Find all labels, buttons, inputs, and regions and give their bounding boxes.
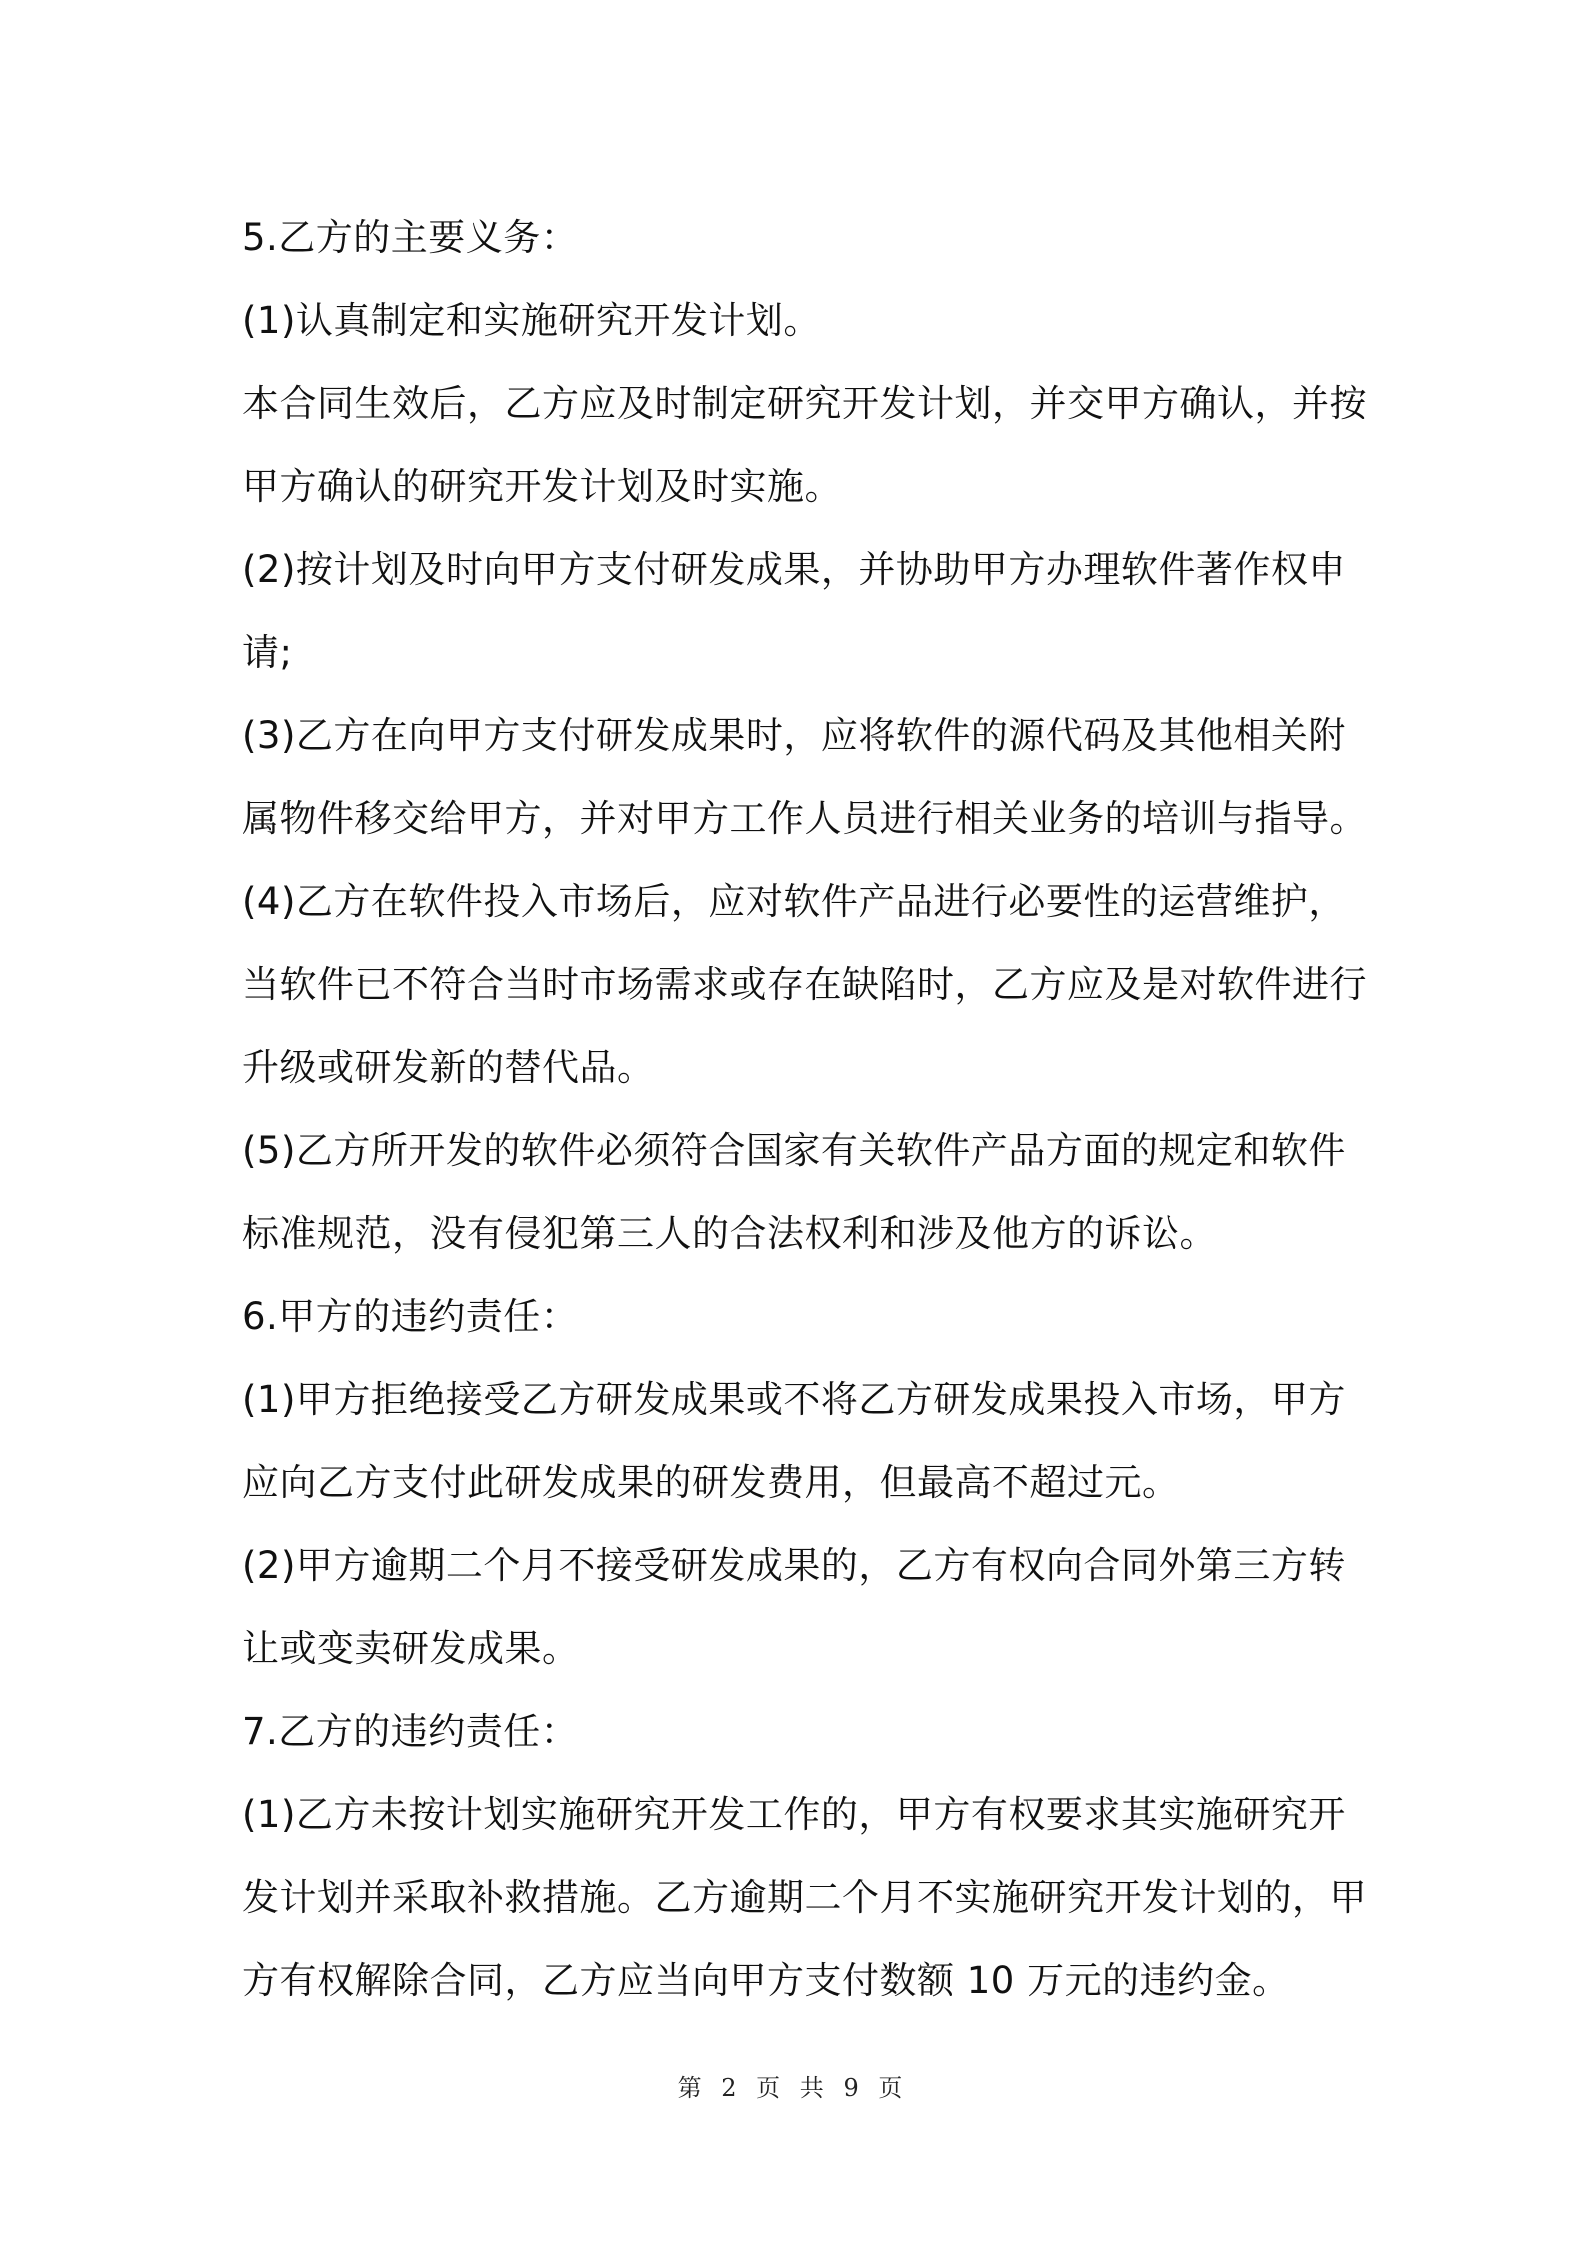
paragraph-line: (1)乙方未按计划实施研究开发工作的，甲方有权要求其实施研究开	[242, 1793, 1346, 1836]
paragraph-line: (1)甲方拒绝接受乙方研发成果或不将乙方研发成果投入市场，甲方	[242, 1378, 1346, 1421]
paragraph-line: 请;	[242, 631, 293, 674]
section-heading-6: 6.甲方的违约责任：	[242, 1295, 579, 1338]
paragraph-line: 方有权解除合同，乙方应当向甲方支付数额 10 万元的违约金。	[242, 1959, 1290, 2002]
section-heading-7: 7.乙方的违约责任：	[242, 1710, 579, 1753]
paragraph-line: 甲方确认的研究开发计划及时实施。	[242, 465, 842, 508]
paragraph-line: (5)乙方所开发的软件必须符合国家有关软件产品方面的规定和软件	[242, 1129, 1346, 1172]
paragraph-line: (2)甲方逾期二个月不接受研发成果的，乙方有权向合同外第三方转	[242, 1544, 1346, 1587]
paragraph-line: 升级或研发新的替代品。	[242, 1046, 655, 1089]
paragraph-line: 本合同生效后，乙方应及时制定研究开发计划，并交甲方确认，并按	[242, 382, 1367, 425]
paragraph-line: 应向乙方支付此研发成果的研发费用，但最高不超过元。	[242, 1461, 1180, 1504]
page-number-footer: 第 2 页 共 9 页	[677, 2074, 909, 2102]
paragraph-line: (4)乙方在软件投入市场后，应对软件产品进行必要性的运营维护，	[242, 880, 1346, 923]
document-body	[242, 196, 1367, 2022]
paragraph-line: (3)乙方在向甲方支付研发成果时，应将软件的源代码及其他相关附	[242, 714, 1346, 757]
paragraph-line: 标准规范，没有侵犯第三人的合法权利和涉及他方的诉讼。	[242, 1212, 1217, 1255]
paragraph-line: 属物件移交给甲方，并对甲方工作人员进行相关业务的培训与指导。	[242, 797, 1367, 840]
paragraph-line: (1)认真制定和实施研究开发计划。	[242, 299, 821, 342]
paragraph-line: (2)按计划及时向甲方支付研发成果，并协助甲方办理软件著作权申	[242, 548, 1346, 591]
paragraph-line: 让或变卖研发成果。	[242, 1627, 580, 1670]
paragraph-line: 当软件已不符合当时市场需求或存在缺陷时，乙方应及是对软件进行	[242, 963, 1367, 1006]
section-heading-5: 5.乙方的主要义务：	[242, 216, 579, 259]
paragraph-line: 发计划并采取补救措施。乙方逾期二个月不实施研究开发计划的，甲	[242, 1876, 1367, 1919]
